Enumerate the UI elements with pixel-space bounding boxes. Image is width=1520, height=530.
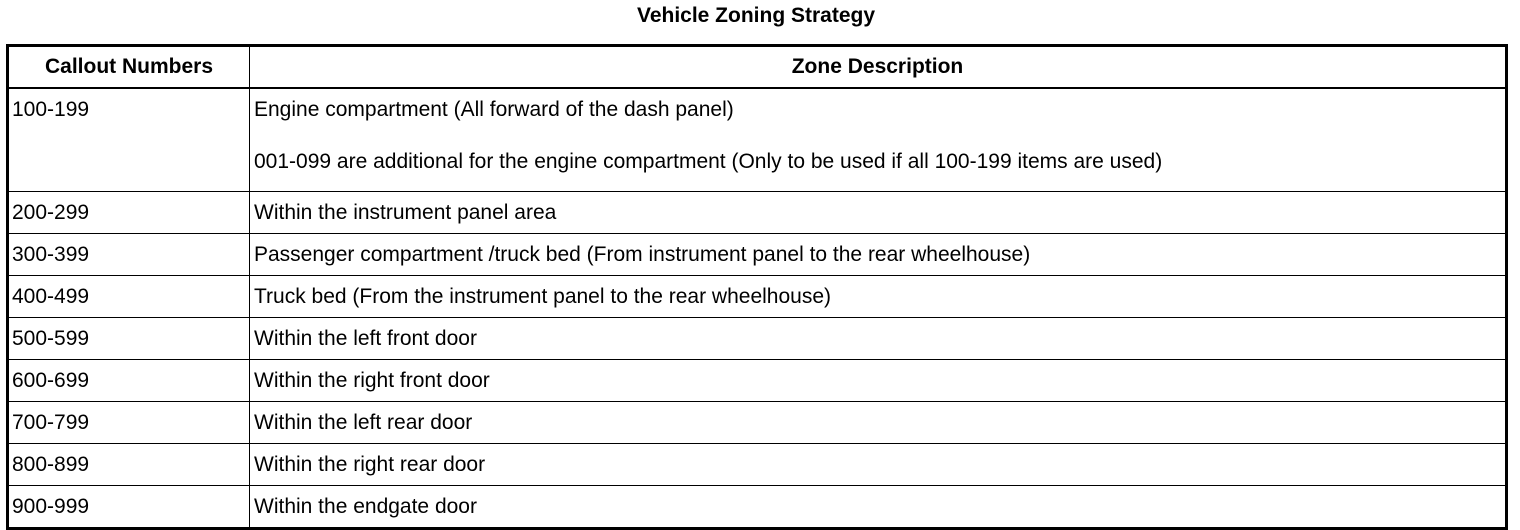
description-line: Engine compartment (All forward of the dash panel)	[254, 98, 734, 121]
table-header-row	[8, 46, 1507, 89]
description-note: 001-099 are additional for the engine compartment (Only to be used if all 100-199 items are used)	[254, 150, 1163, 173]
callout-cell: 700-799	[8, 402, 250, 444]
page-title: Vehicle Zoning Strategy	[636, 4, 876, 27]
description-cell	[250, 88, 1507, 192]
table-row	[8, 486, 1507, 529]
description-cell: Within the endgate door	[250, 486, 1507, 529]
description-cell: Within the instrument panel area	[250, 192, 1507, 234]
description-cell: Within the right rear door	[250, 444, 1507, 486]
callout-cell: 500-599	[8, 318, 250, 360]
description-cell: Within the left rear door	[250, 402, 1507, 444]
table-row	[8, 192, 1507, 234]
callout-cell: 800-899	[8, 444, 250, 486]
table-row	[8, 402, 1507, 444]
header-zone-description: Zone Description	[250, 46, 1507, 89]
table-row	[8, 276, 1507, 318]
table-row	[8, 444, 1507, 486]
callout-cell: 600-699	[8, 360, 250, 402]
header-callout-numbers: Callout Numbers	[8, 46, 250, 89]
table-row	[8, 88, 1507, 192]
zoning-table	[6, 44, 1508, 530]
description-cell: Truck bed (From the instrument panel to the rear wheelhouse)	[250, 276, 1507, 318]
callout-cell: 400-499	[8, 276, 250, 318]
callout-cell: 100-199	[8, 88, 250, 192]
description-cell: Within the right front door	[250, 360, 1507, 402]
table-row	[8, 234, 1507, 276]
callout-cell: 200-299	[8, 192, 250, 234]
callout-cell: 900-999	[8, 486, 250, 529]
description-cell: Passenger compartment /truck bed (From instrument panel to the rear wheelhouse)	[250, 234, 1507, 276]
description-cell: Within the left front door	[250, 318, 1507, 360]
table-row	[8, 318, 1507, 360]
table-row	[8, 360, 1507, 402]
callout-cell: 300-399	[8, 234, 250, 276]
